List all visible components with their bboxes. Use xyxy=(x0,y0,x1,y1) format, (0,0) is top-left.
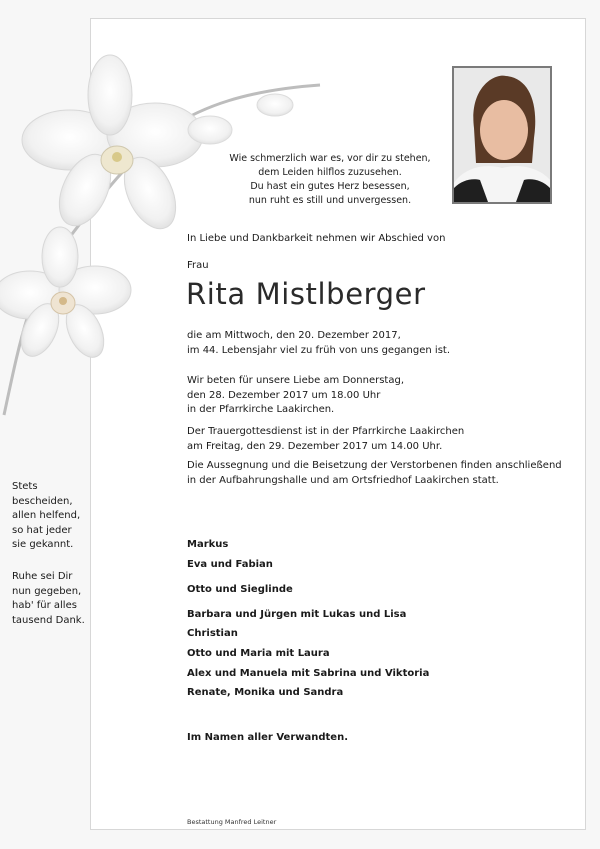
mourner-entry: Barbara und Jürgen mit Lukas und Lisa xyxy=(187,609,407,620)
verse-line: Stets xyxy=(12,481,38,492)
funeral-home: Bestattung Manfred Leitner xyxy=(187,818,277,826)
mourner-entry: Renate, Monika und Sandra xyxy=(187,687,344,698)
poem xyxy=(210,152,450,208)
death-line: im 44. Lebensjahr viel zu früh von uns gegangen ist. xyxy=(187,344,451,356)
side-verse-1 xyxy=(12,480,80,553)
death-notice xyxy=(187,329,450,358)
service-line: am Freitag, den 29. Dezember 2017 um 14.00 Uhr. xyxy=(187,440,443,452)
mourner-entry: Otto und Maria mit Laura xyxy=(187,648,330,659)
mourner-entry: Otto und Sieglinde xyxy=(187,584,293,595)
mourner-entry: Markus xyxy=(187,539,229,550)
poem-line: dem Leiden hilflos zuzusehen. xyxy=(258,167,402,178)
prayer-line: Wir beten für unsere Liebe am Donnerstag, xyxy=(187,375,405,386)
prayer-notice xyxy=(187,374,404,418)
poem-line: Wie schmerzlich war es, vor dir zu stehen, xyxy=(229,153,431,164)
mourner-entry: Alex und Manuela mit Sabrina und Viktoria xyxy=(187,668,430,679)
verse-line: hab' für alles xyxy=(12,600,77,611)
prayer-line: den 28. Dezember 2017 um 18.00 Uhr xyxy=(187,389,381,401)
poem-line: Du hast ein gutes Herz besessen, xyxy=(250,181,410,192)
mourner-entry: Christian xyxy=(187,628,238,639)
prayer-line: in der Pfarrkirche Laakirchen. xyxy=(187,404,335,415)
side-verse-2 xyxy=(12,570,85,628)
farewell-intro: In Liebe und Dankbarkeit nehmen wir Abschied von xyxy=(187,233,446,244)
verse-line: bescheiden, xyxy=(12,495,73,507)
burial-line: Die Aussegnung und die Beisetzung der Verstorbenen finden anschließend xyxy=(187,460,562,471)
verse-line: tausend Dank. xyxy=(12,614,85,626)
service-notice xyxy=(187,425,464,454)
death-line: die am Mittwoch, den 20. Dezember 2017, xyxy=(187,330,401,341)
mourner-entry: Eva und Fabian xyxy=(187,559,273,570)
portrait-image xyxy=(454,68,550,202)
verse-line: allen helfend, xyxy=(12,510,81,521)
salutation: Frau xyxy=(187,260,209,271)
verse-line: Ruhe sei Dir xyxy=(12,571,73,582)
burial-notice xyxy=(187,459,562,488)
service-line: Der Trauergottesdienst ist in der Pfarrkirche Laakirchen xyxy=(187,426,465,437)
closing-line: Im Namen aller Verwandten. xyxy=(187,732,348,743)
verse-line: so hat jeder xyxy=(12,524,72,536)
deceased-name: Rita Mistlberger xyxy=(186,277,426,311)
portrait-photo xyxy=(452,66,552,204)
verse-line: nun gegeben, xyxy=(12,585,82,597)
verse-line: sie gekannt. xyxy=(12,539,74,550)
burial-line: in der Aufbahrungshalle und am Ortsfriedhof Laakirchen statt. xyxy=(187,474,499,486)
poem-line: nun ruht es still und unvergessen. xyxy=(248,195,412,206)
